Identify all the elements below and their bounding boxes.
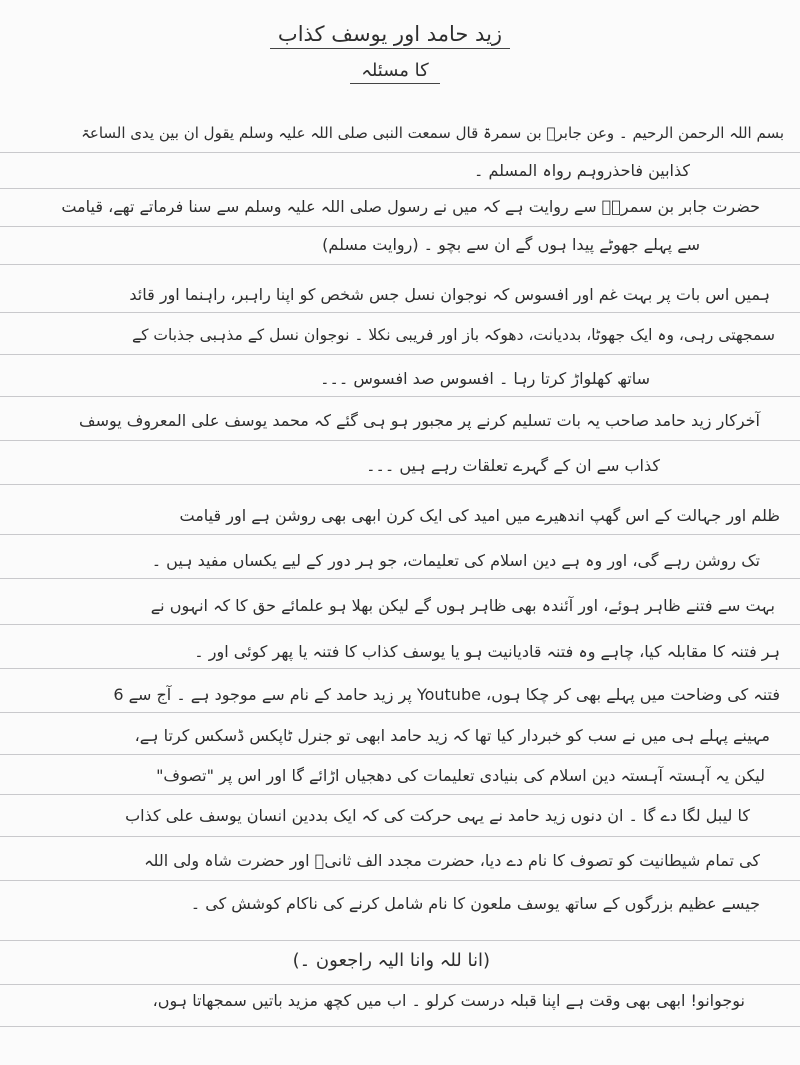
ruled-line: [0, 754, 800, 755]
ruled-line: [0, 354, 800, 355]
ruled-line: [0, 152, 800, 153]
ruled-line: [0, 712, 800, 713]
text-line: ہر فتنہ کا مقابلہ کیا، چاہے وہ فتنہ قادیانیت ہو یا یوسف کذاب کا فتنہ یا پھر کوئی اور ۔: [194, 642, 780, 661]
text-line: نوجوانو! ابھی بھی وقت ہے اپنا قبلہ درست کرلو ۔ اب میں کچھ مزید باتیں سمجھاتا ہوں،: [152, 991, 745, 1010]
ruled-line: [0, 984, 800, 985]
ruled-line: [0, 880, 800, 881]
text-line: مہینے پہلے ہی میں نے سب کو خبردار کیا تھا کہ زید حامد ابھی تو جنرل ٹاپکس ڈسکس کرتا ہے،: [134, 726, 770, 745]
text-line: تک روشن رہے گی، اور وہ ہے دین اسلام کی تعلیمات، جو ہر دور کے لیے یکساں مفید ہیں ۔: [151, 551, 760, 570]
text-line: آخرکار زید حامد صاحب یہ بات تسلیم کرنے پر مجبور ہو ہی گئے کہ محمد یوسف علی المعروف یوسف: [79, 411, 760, 430]
text-line: سمجھتی رہی، وہ ایک جھوٹا، بددیانت، دھوکہ باز اور فریبی نکلا ۔ نوجوان نسل کے مذہبی جذبات کے: [132, 326, 775, 344]
ruled-line: [0, 396, 800, 397]
text-line: کی تمام شیطانیت کو تصوف کا نام دے دیا، حضرت مجدد الف ثانیؒ اور حضرت شاہ ولی اللہ: [144, 851, 760, 870]
text-line: کا لیبل لگا دے گا ۔ ان دنوں زید حامد نے یہی حرکت کی کہ ایک بددین انسان یوسف علی کذاب: [125, 806, 750, 825]
title-line-1: زید حامد اور یوسف کذاب: [270, 22, 510, 49]
ruled-line: [0, 484, 800, 485]
text-line: کذاب سے ان کے گہرے تعلقات رہے ہیں ۔۔۔: [366, 456, 660, 475]
text-line: فتنہ کی وضاحت میں پہلے بھی کر چکا ہوں، Youtube پر زید حامد کے نام سے موجود ہے ۔ آج سے 6: [113, 685, 780, 704]
text-line: (انا للہ وانا الیہ راجعون ۔): [292, 950, 490, 971]
text-line: ظلم اور جہالت کے اس گھپ اندھیرے میں امید کی ایک کرن ابھی بھی روشن ہے اور قیامت: [179, 506, 780, 525]
ruled-line: [0, 188, 800, 189]
text-line: بہت سے فتنے ظاہر ہوئے، اور آئندہ بھی ظاہر ہوں گے لیکن بھلا ہو علمائے حق کا کہ انہوں نے: [150, 596, 775, 615]
text-line: کذابین فاحذروہم رواہ المسلم ۔: [474, 161, 690, 180]
ruled-line: [0, 226, 800, 227]
ruled-line: [0, 1026, 800, 1027]
ruled-line: [0, 578, 800, 579]
ruled-line: [0, 264, 800, 265]
text-line: بسم اللہ الرحمن الرحیم ۔ وعن جابرؓ بن سمرۃ قال سمعت النبی صلی اللہ علیہ وسلم یقول ان بین یدی الساعۃ: [81, 124, 784, 142]
text-line: سے پہلے جھوٹے پیدا ہوں گے ان سے بچو ۔ (روایت مسلم): [322, 235, 700, 254]
ruled-line: [0, 624, 800, 625]
ruled-line: [0, 794, 800, 795]
ruled-line: [0, 440, 800, 441]
ruled-line: [0, 668, 800, 669]
text-line: ساتھ کھلواڑ کرتا رہا ۔ افسوس صد افسوس ۔۔۔: [320, 369, 650, 388]
text-line: ہمیں اس بات پر بہت غم اور افسوس کہ نوجوان نسل جس شخص کو اپنا راہبر، راہنما اور قائد: [129, 285, 770, 304]
ruled-line: [0, 836, 800, 837]
text-line: حضرت جابر بن سمرہؓ سے روایت ہے کہ میں نے رسول صلی اللہ علیہ وسلم سے سنا فرماتے تھے، قیامت: [61, 197, 760, 216]
title-line-2: کا مسئلہ: [350, 60, 440, 84]
text-line: لیکن یہ آہستہ آہستہ دین اسلام کی بنیادی تعلیمات کی دھجیاں اڑائے گا اور اس پر "تصوف": [156, 766, 765, 785]
ruled-line: [0, 312, 800, 313]
ruled-line: [0, 534, 800, 535]
ruled-line: [0, 940, 800, 941]
text-line: جیسے عظیم بزرگوں کے ساتھ یوسف ملعون کا نام شامل کرنے کی ناکام کوشش کی ۔: [190, 894, 760, 913]
